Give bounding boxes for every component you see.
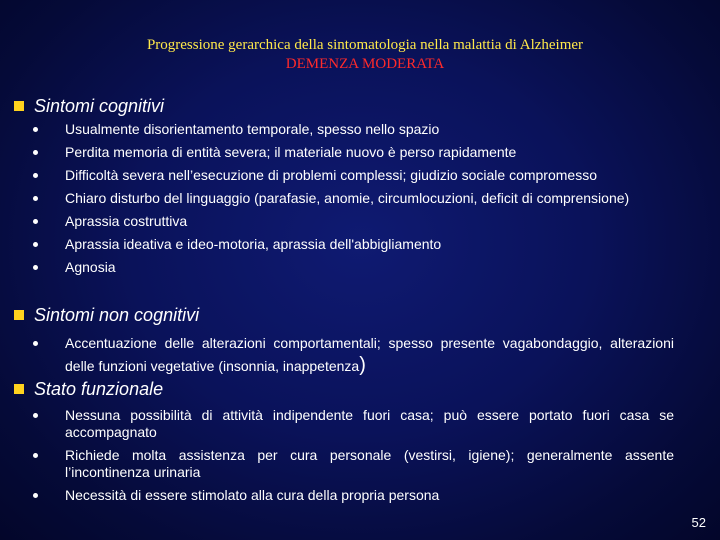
bullet-dot-icon	[33, 219, 38, 224]
title-line-1: Progressione gerarchica della sintomatologia nella malattia di Alzheimer	[146, 37, 584, 53]
bullet-dot-icon	[33, 150, 38, 155]
square-bullet-icon	[14, 101, 24, 111]
bullet-dot-icon	[33, 242, 38, 247]
list-item: Richiede molta assistenza per cura personale (vestirsi, igiene); generalmente assente l’incontinenza urinaria	[14, 447, 674, 481]
list-item: Aprassia costruttiva	[14, 213, 674, 230]
bullet-list	[14, 332, 674, 378]
bullet-dot-icon	[33, 341, 38, 346]
section-heading-label: Sintomi cognitivi	[34, 96, 165, 116]
section-cognitive	[14, 95, 674, 276]
section-heading-label: Sintomi non cognitivi	[34, 305, 200, 325]
section-functional	[14, 378, 674, 504]
slide-title	[0, 36, 720, 74]
bullet-list	[14, 121, 674, 276]
list-item: Agnosia	[14, 259, 674, 276]
bullet-dot-icon	[33, 127, 38, 132]
page-number: 52	[691, 515, 706, 530]
list-item: Necessità di essere stimolato alla cura della propria persona	[14, 487, 674, 504]
list-item: Accentuazione delle alterazioni comportamentali; spesso presente vagabondaggio, alterazioni delle funzioni vegetative (insonnia, inappetenza)	[14, 332, 674, 378]
title-line-2: DEMENZA MODERATA	[285, 56, 445, 72]
section-heading	[14, 95, 674, 117]
bullet-dot-icon	[33, 453, 38, 458]
list-item: Chiaro disturbo del linguaggio (parafasie, anomie, circumlocuzioni, deficit di comprensione)	[14, 190, 674, 207]
section-heading-label: Stato funzionale	[34, 379, 164, 399]
section-heading	[14, 304, 674, 326]
bullet-dot-icon	[33, 196, 38, 201]
list-item: Nessuna possibilità di attività indipendente fuori casa; può essere portato fuori casa se accompagnato	[14, 407, 674, 441]
section-non-cognitive	[14, 304, 674, 378]
square-bullet-icon	[14, 384, 24, 394]
list-item: Difficoltà severa nell’esecuzione di problemi complessi; giudizio sociale compromesso	[14, 167, 674, 184]
bullet-dot-icon	[33, 265, 38, 270]
bullet-dot-icon	[33, 493, 38, 498]
list-item: Perdita memoria di entità severa; il materiale nuovo è perso rapidamente	[14, 144, 674, 161]
bullet-dot-icon	[33, 413, 38, 418]
list-item: Usualmente disorientamento temporale, spesso nello spazio	[14, 121, 674, 138]
square-bullet-icon	[14, 310, 24, 320]
section-heading	[14, 378, 674, 400]
list-item: Aprassia ideativa e ideo-motoria, aprassia dell'abbigliamento	[14, 236, 674, 253]
bullet-list	[14, 407, 674, 504]
bullet-dot-icon	[33, 173, 38, 178]
